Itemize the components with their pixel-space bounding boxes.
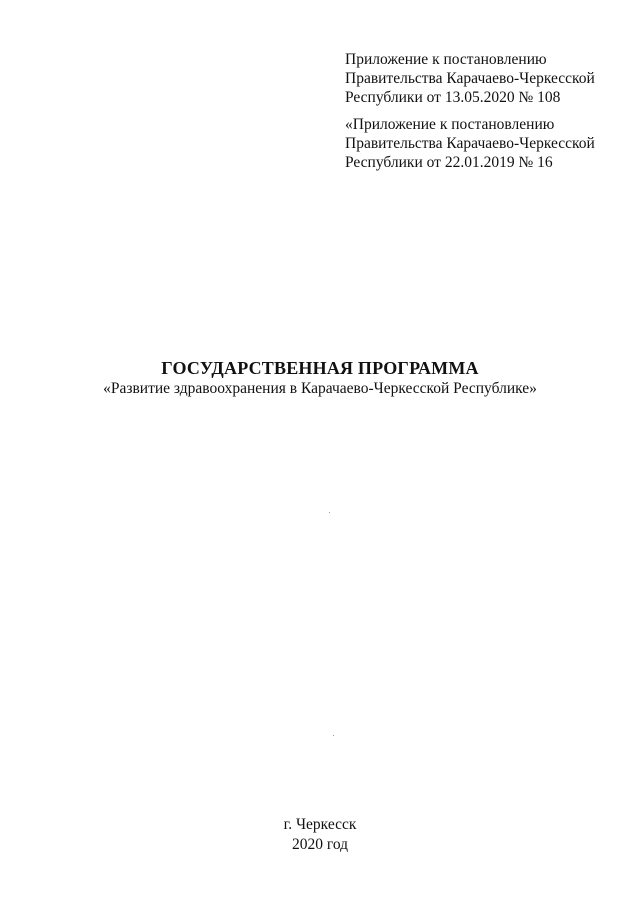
appendix-current-line-3: Республики от 13.05.2020 № 108	[345, 89, 561, 106]
appendix-current-line-1: Приложение к постановлению	[345, 51, 547, 68]
appendix-note-current	[345, 50, 630, 107]
scan-speck	[333, 735, 334, 736]
city-name: г. Черкесск	[283, 816, 357, 833]
appendix-current-line-2: Правительства Карачаево-Черкесской	[345, 70, 595, 87]
appendix-note-previous	[345, 115, 630, 172]
place-and-year	[0, 815, 640, 855]
appendix-previous-line-1: «Приложение к постановлению	[345, 116, 555, 133]
appendix-previous-line-3: Республики от 22.01.2019 № 16	[345, 154, 553, 171]
program-subtitle: «Развитие здравоохранения в Карачаево-Черкесской Республике»	[103, 380, 537, 397]
program-title-block	[0, 357, 640, 398]
scan-speck	[329, 512, 330, 513]
program-title: ГОСУДАРСТВЕННАЯ ПРОГРАММА	[161, 358, 479, 378]
appendix-previous-line-2: Правительства Карачаево-Черкесской	[345, 135, 595, 152]
document-year: 2020 год	[291, 836, 349, 853]
